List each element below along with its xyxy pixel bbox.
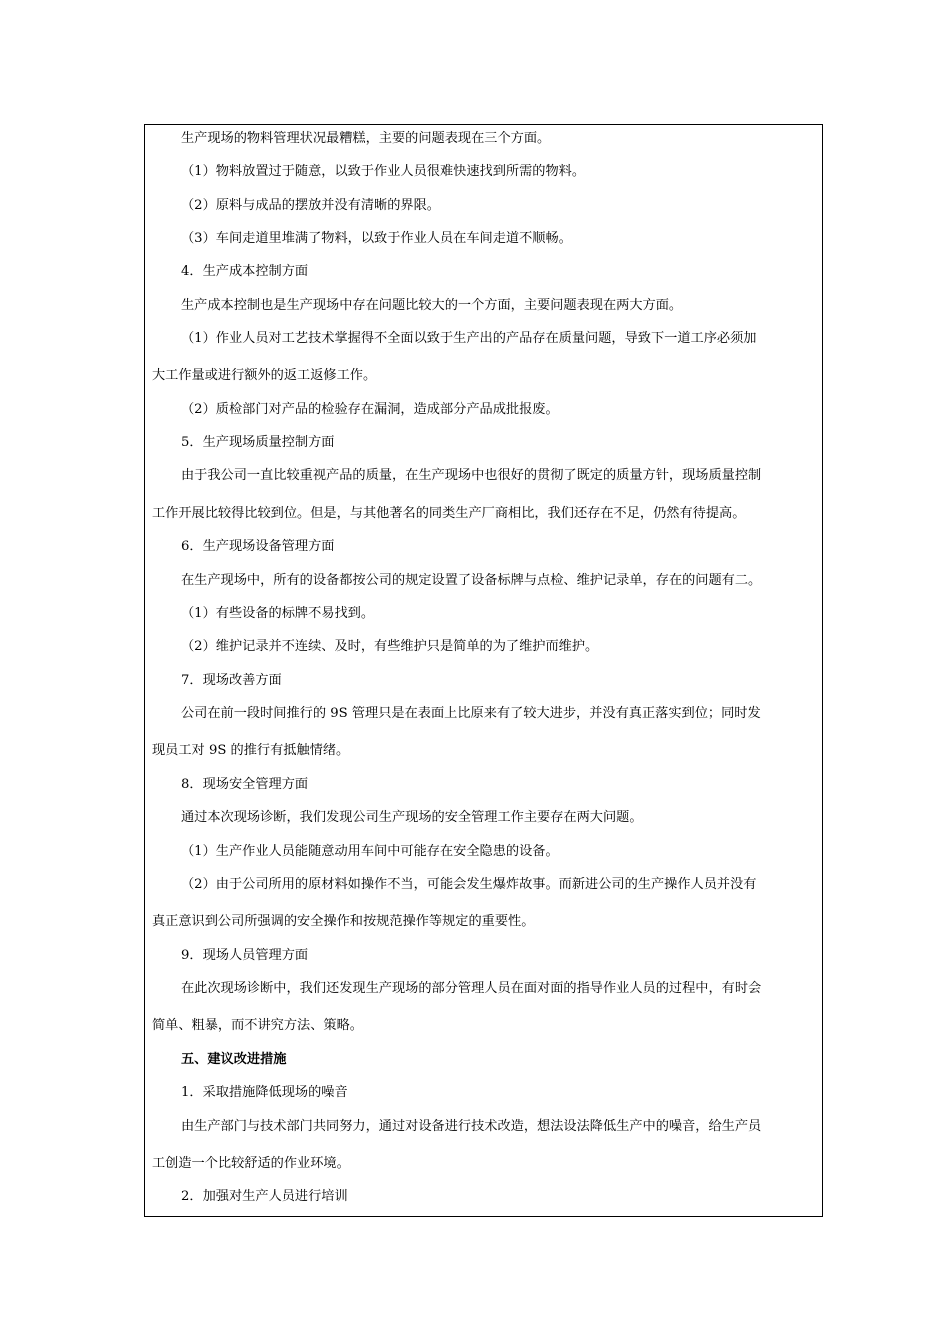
paragraph-line: （3）车间走道里堆满了物料，以致于作业人员在车间走道不顺畅。 xyxy=(181,231,572,246)
paragraph-line: 由于我公司一直比较重视产品的质量，在生产现场中也很好的贯彻了既定的质量方针，现场质量控制 xyxy=(181,468,762,483)
paragraph-line: 在生产现场中，所有的设备都按公司的规定设置了设备标牌与点检、维护记录单，存在的问题有二。 xyxy=(181,573,762,588)
section-heading: 6．生产现场设备管理方面 xyxy=(181,539,335,554)
section-heading: 5．生产现场质量控制方面 xyxy=(181,435,335,450)
section-heading: 9．现场人员管理方面 xyxy=(181,948,309,963)
paragraph-line: （2）质检部门对产品的检验存在漏洞，造成部分产品成批报废。 xyxy=(181,402,559,417)
paragraph-line: 简单、粗暴，而不讲究方法、策略。 xyxy=(152,1018,363,1033)
paragraph-line: 大工作量或进行额外的返工返修工作。 xyxy=(152,368,377,383)
paragraph-line: （2）维护记录并不连续、及时，有些维护只是简单的为了维护而维护。 xyxy=(181,639,599,654)
paragraph-line: （1）有些设备的标牌不易找到。 xyxy=(181,606,375,621)
paragraph-line: 通过本次现场诊断，我们发现公司生产现场的安全管理工作主要存在两大问题。 xyxy=(181,810,643,825)
section-heading: 4．生产成本控制方面 xyxy=(181,264,309,279)
paragraph-line: 真正意识到公司所强调的安全操作和按规范操作等规定的重要性。 xyxy=(152,914,535,929)
chapter-heading: 五、建议改进措施 xyxy=(181,1052,287,1067)
section-heading: 7．现场改善方面 xyxy=(181,673,282,688)
paragraph-line: 生产成本控制也是生产现场中存在问题比较大的一个方面，主要问题表现在两大方面。 xyxy=(181,298,683,313)
paragraph-line: （1）生产作业人员能随意动用车间中可能存在安全隐患的设备。 xyxy=(181,844,559,859)
paragraph-line: 工创造一个比较舒适的作业环境。 xyxy=(152,1156,350,1171)
paragraph-line: （2）由于公司所用的原材料如操作不当，可能会发生爆炸故事。而新进公司的生产操作人员并没有 xyxy=(181,877,757,892)
section-heading: 2．加强对生产人员进行培训 xyxy=(181,1189,348,1204)
paragraph-line: 工作开展比较得比较到位。但是，与其他著名的同类生产厂商相比，我们还存在不足，仍然有待提高。 xyxy=(152,506,746,521)
paragraph-line: 现员工对 9S 的推行有抵触情绪。 xyxy=(152,743,350,758)
section-heading: 1．采取措施降低现场的噪音 xyxy=(181,1085,348,1100)
paragraph-line: （1）作业人员对工艺技术掌握得不全面以致于生产出的产品存在质量问题，导致下一道工序必须加 xyxy=(181,331,757,346)
paragraph-line: （1）物料放置过于随意，以致于作业人员很难快速找到所需的物料。 xyxy=(181,164,586,179)
paragraph-line: 生产现场的物料管理状况最糟糕，主要的问题表现在三个方面。 xyxy=(181,131,551,146)
paragraph-line: （2）原料与成品的摆放并没有清晰的界限。 xyxy=(181,198,440,213)
paragraph-line: 在此次现场诊断中，我们还发现生产现场的部分管理人员在面对面的指导作业人员的过程中，有时会 xyxy=(181,981,762,996)
section-heading: 8．现场安全管理方面 xyxy=(181,777,309,792)
paragraph-line: 公司在前一段时间推行的 9S 管理只是在表面上比原来有了较大进步，并没有真正落实到位；同时发 xyxy=(181,706,761,721)
paragraph-line: 由生产部门与技术部门共同努力，通过对设备进行技术改造，想法设法降低生产中的噪音，给生产员 xyxy=(181,1119,762,1134)
